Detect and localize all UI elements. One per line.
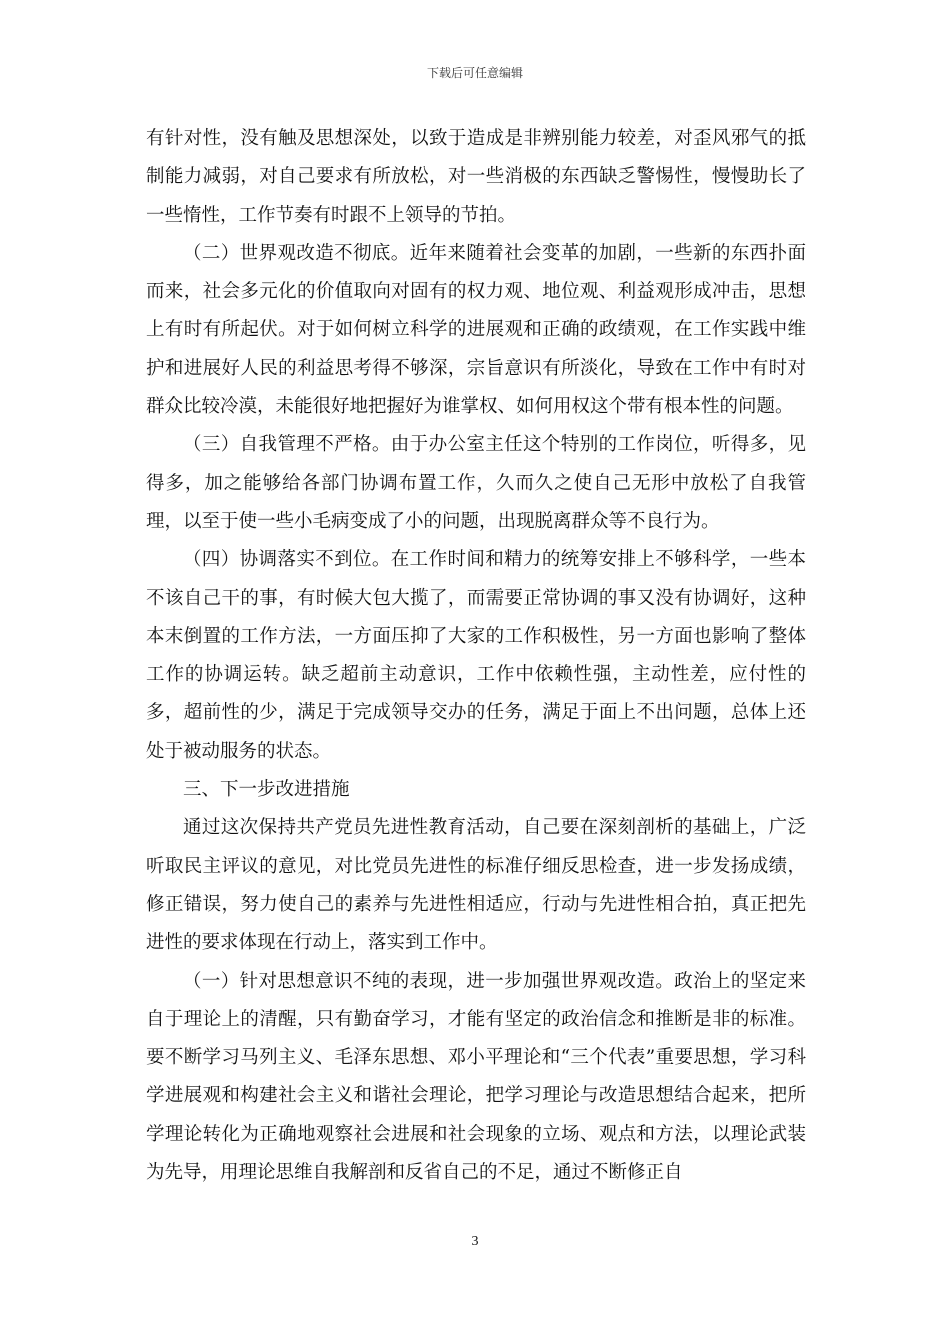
- paragraph-measure-one: （一）针对思想意识不纯的表现，进一步加强世界观改造。政治上的坚定来自于理论上的清醒，只有勤奋学习，才能有坚定的政治信念和推断是非的标准。要不断学习马列主义、毛泽东思想、邓小平理论和“三个代表”重要思想，学习科学进展观和构建社会主义和谐社会理论，把学习理论与改造思想结合起来，把所学理论转化为正确地观察社会进展和社会现象的立场、观点和方法，以理论武装为先导，用理论思维自我解剖和反省自己的不足，通过不断修正自: [146, 970, 806, 1184]
- page-header: 下载后可任意编辑: [426, 66, 523, 80]
- paragraph-coordination: （四）协调落实不到位。在工作时间和精力的统筹安排上不够科学，一些本不该自己干的事，有时候大包大揽了，而需要正常协调的事又没有协调好，这种本末倒置的工作方法，一方面压抑了大家的工作积极性，另一方面也影响了整体工作的协调运转。缺乏超前主动意识，工作中依赖性强，主动性差，应付性的多，超前性的少，满足于完成领导交办的任务，满足于面上不出问题，总体上还处于被动服务的状态。: [146, 549, 806, 762]
- paragraph-improvement-intro: 通过这次保持共产党员先进性教育活动，自己要在深刻剖析的基础上，广泛听取民主评议的意见，对比党员先进性的标准仔细反思检查，进一步发扬成绩，修正错误，努力使自己的素养与先进性相适应，行动与先进性相合拍，真正把先进性的要求体现在行动上，落实到工作中。: [146, 817, 806, 954]
- paragraph-worldview: （二）世界观改造不彻底。近年来随着社会变革的加剧，一些新的东西扑面而来，社会多元化的价值取向对固有的权力观、地位观、利益观形成冲击，思想上有时有所起伏。对于如何树立科学的进展观和正确的政绩观，在工作实践中维护和进展好人民的利益思考得不够深，宗旨意识有所淡化，导致在工作中有时对群众比较冷漠，未能很好地把握好为谁掌权、如何用权这个带有根本性的问题。: [146, 242, 806, 418]
- page-number: 3: [471, 1234, 479, 1249]
- paragraph-self-management: （三）自我管理不严格。由于办公室主任这个特别的工作岗位，听得多，见得多，加之能够给各部门协调布置工作，久而久之使自己无形中放松了自我管理，以至于使一些小毛病变成了小的问题，出现脱离群众等不良行为。: [146, 434, 806, 532]
- section-heading-improvement: 三、下一步改进措施: [183, 779, 350, 801]
- document-body: [146, 120, 806, 1192]
- paragraph-continuation: 有针对性，没有触及思想深处，以致于造成是非辨别能力较差，对歪风邪气的抵制能力减弱，对自己要求有所放松，对一些消极的东西缺乏警惕性，慢慢助长了一些惰性，工作节奏有时跟不上领导的节拍。: [146, 128, 806, 226]
